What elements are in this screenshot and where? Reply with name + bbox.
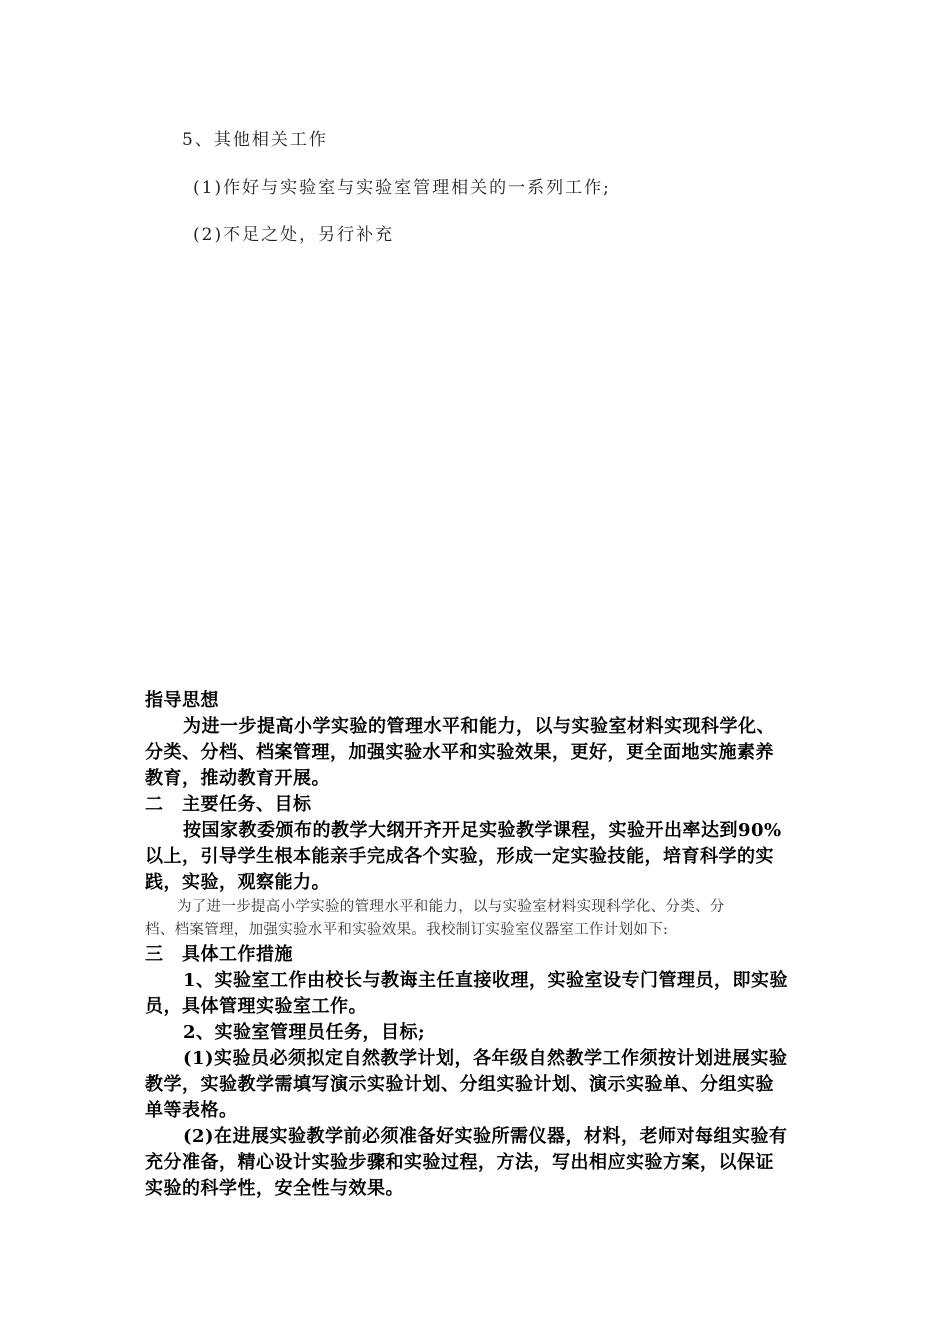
- paragraph-line: 教学，实验教学需填写演示实验计划、分组实验计划、演示实验单、分组实验: [145, 1074, 774, 1095]
- plain-paragraph-line: 为了进一步提高小学实验的管理水平和能力，以与实验室材料实现科学化、分类、分: [177, 899, 725, 915]
- heading-specific-measures: 三 具体工作措施: [145, 944, 293, 965]
- paragraph-line: 分类、分档、档案管理，加强实验水平和实验效果，更好，更全面地实施素养: [145, 742, 774, 763]
- heading-main-tasks: 二 主要任务、目标: [145, 794, 312, 815]
- paragraph-line: (1)实验员必须拟定自然教学计划，各年级自然教学工作须按计划进展实验: [183, 1048, 788, 1069]
- item-5-heading: 5、其他相关工作: [182, 130, 328, 150]
- paragraph-line: (2)在进展实验教学前必须准备好实验所需仪器，材料，老师对每组实验有: [183, 1126, 788, 1147]
- paragraph-line: 实验的科学性，安全性与效果。: [145, 1178, 404, 1199]
- paragraph-line: 按国家教委颁布的教学大纲开齐开足实验教学课程，实验开出率达到90%: [183, 820, 782, 841]
- paragraph-line: 充分准备，精心设计实验步骤和实验过程，方法，写出相应实验方案，以保证: [145, 1152, 774, 1173]
- item-5-1: (1)作好与实验室与实验室管理相关的一系列工作;: [193, 178, 611, 198]
- paragraph-line: 单等表格。: [145, 1100, 238, 1121]
- paragraph-line: 1、实验室工作由校长与教诲主任直接收理，实验室设专门管理员，即实验: [183, 970, 789, 991]
- paragraph-line: 为进一步提高小学实验的管理水平和能力，以与实验室材料实现科学化、: [183, 716, 775, 737]
- plain-paragraph-line: 档、档案管理，加强实验水平和实验效果。我校制订实验室仪器室工作计划如下:: [145, 922, 669, 938]
- paragraph-line: 2、实验室管理员任务，目标;: [183, 1022, 426, 1043]
- heading-guiding-thought: 指导思想: [145, 690, 219, 711]
- paragraph-line: 员，具体管理实验室工作。: [145, 996, 367, 1017]
- paragraph-line: 以上，引导学生根本能亲手完成各个实验，形成一定实验技能，培育科学的实: [145, 846, 774, 867]
- lower-section: [145, 688, 810, 1202]
- paragraph-line: 教育，推动教育开展。: [145, 768, 330, 789]
- paragraph-line: 践，实验，观察能力。: [145, 872, 330, 893]
- item-5-2: (2)不足之处，另行补充: [193, 225, 395, 245]
